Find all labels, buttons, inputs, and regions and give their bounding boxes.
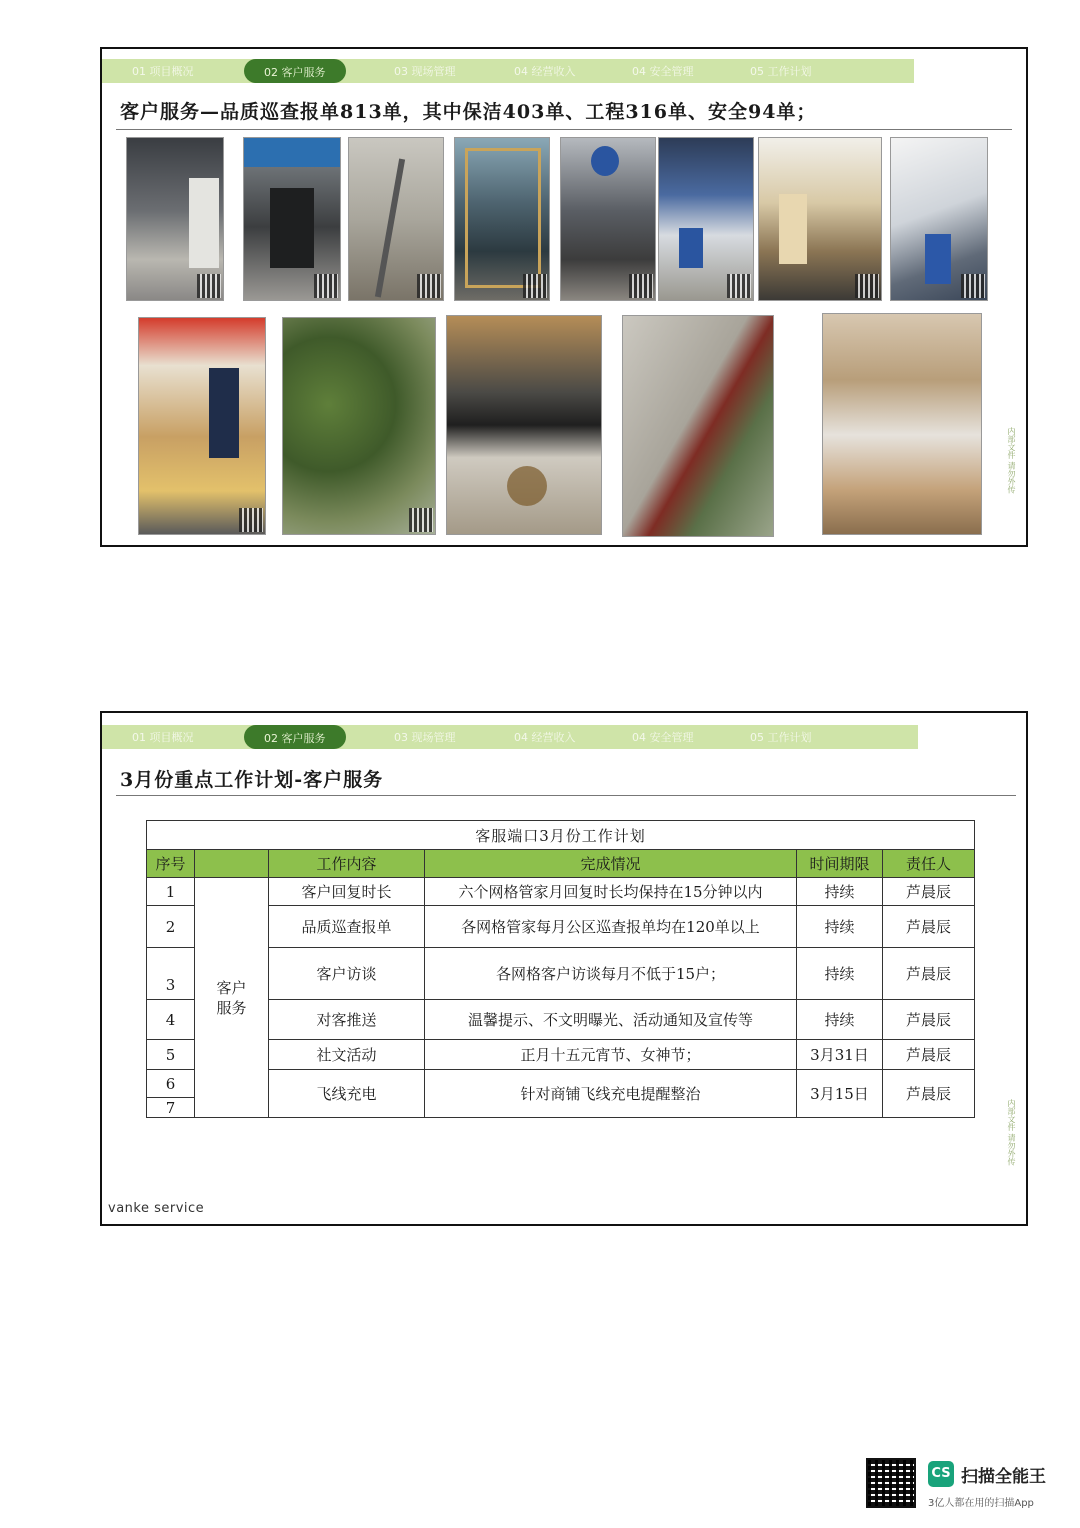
work-content: 飞线充电 [269,1070,425,1118]
nav-item-customer-service[interactable]: 02 客户服务 [244,59,346,83]
section-nav [102,725,918,749]
completion-status: 针对商铺飞线充电提醒整治 [425,1070,797,1118]
row-number: 1 [147,878,195,906]
patrol-photo [126,137,224,301]
camscanner-logo-icon: CS [928,1461,954,1487]
nav-item-customer-service[interactable]: 02 客户服务 [244,725,346,749]
patrol-photo [758,137,882,301]
nav-item-work-plan[interactable]: 05 工作计划 [750,731,812,744]
col-header-owner: 责任人 [883,850,975,878]
table-row [147,1000,975,1040]
patrol-photo [348,137,444,301]
nav-item-site-management[interactable]: 03 现场管理 [394,65,456,78]
owner: 芦晨辰 [883,906,975,948]
table-row [147,906,975,948]
nav-item-site-management[interactable]: 03 现场管理 [394,731,456,744]
table-header-row [147,850,975,878]
owner: 芦晨辰 [883,878,975,906]
patrol-photo [243,137,341,301]
completion-status: 正月十五元宵节、女神节； [425,1040,797,1070]
owner: 芦晨辰 [883,1000,975,1040]
table-row [147,1070,975,1098]
brand-logo: vanke service [108,1201,205,1216]
patrol-photo [658,137,754,301]
category-cell [195,878,269,1118]
owner: 芦晨辰 [883,1070,975,1118]
patrol-photo [138,317,266,535]
nav-item-safety[interactable]: 04 安全管理 [632,65,694,78]
row-number: 4 [147,1000,195,1040]
col-header-category [195,850,269,878]
deadline: 持续 [797,906,883,948]
category-label: 客户服务 [216,978,247,1017]
completion-status: 六个网格管家月回复时长均保持在15分钟以内 [425,878,797,906]
row-number: 5 [147,1040,195,1070]
row-number: 6 [147,1070,195,1098]
completion-status: 温馨提示、不文明曝光、活动通知及宣传等 [425,1000,797,1040]
title-divider [116,129,1012,130]
nav-item-overview[interactable]: 01 项目概况 [132,65,194,78]
work-content: 社文活动 [269,1040,425,1070]
work-content: 品质巡查报单 [269,906,425,948]
completion-status: 各网格管家每月公区巡查报单均在120单以上 [425,906,797,948]
deadline: 3月15日 [797,1070,883,1118]
col-header-content: 工作内容 [269,850,425,878]
col-header-no: 序号 [147,850,195,878]
patrol-photo [454,137,550,301]
deadline: 持续 [797,878,883,906]
row-number: 2 [147,906,195,948]
owner: 芦晨辰 [883,1040,975,1070]
table-row [147,1040,975,1070]
internal-use-note: 内部文件 请勿外传 [1007,1099,1016,1166]
table-row [147,878,975,906]
completion-status: 各网格客户访谈每月不低于15户； [425,948,797,1000]
owner: 芦晨辰 [883,948,975,1000]
row-number: 3 [147,948,195,1000]
row-number: 7 [147,1098,195,1118]
app-slogan: 3亿人都在用的扫描App [928,1498,1034,1509]
patrol-photo [446,315,602,535]
qr-code-icon [866,1458,916,1508]
nav-item-overview[interactable]: 01 项目概况 [132,731,194,744]
work-content: 客户回复时长 [269,878,425,906]
deadline: 3月31日 [797,1040,883,1070]
slide-title: 客户服务—品质巡查报单813单，其中保洁403单、工程316单、安全94单； [120,101,817,123]
col-header-deadline: 时间期限 [797,850,883,878]
patrol-photo [622,315,774,537]
slide-title: 3月份重点工作计划-客户服务 [120,769,384,791]
patrol-photo [822,313,982,535]
nav-item-revenue[interactable]: 04 经营收入 [514,731,576,744]
internal-use-note: 内部文件 请勿外传 [1007,427,1016,494]
nav-item-work-plan[interactable]: 05 工作计划 [750,65,812,78]
patrol-photo [282,317,436,535]
section-nav [102,59,914,83]
table-caption: 客服端口3月份工作计划 [147,821,975,850]
title-divider [116,795,1016,796]
patrol-photo [560,137,656,301]
patrol-photo [890,137,988,301]
table-row [147,948,975,1000]
app-name: 扫描全能王 [961,1467,1046,1487]
nav-item-safety[interactable]: 04 安全管理 [632,731,694,744]
report-slide-work-plan [100,711,1028,1226]
report-slide-patrol [100,47,1028,547]
work-content: 客户访谈 [269,948,425,1000]
col-header-status: 完成情况 [425,850,797,878]
work-content: 对客推送 [269,1000,425,1040]
deadline: 持续 [797,948,883,1000]
deadline: 持续 [797,1000,883,1040]
nav-item-revenue[interactable]: 04 经营收入 [514,65,576,78]
work-plan-table [146,820,975,1118]
